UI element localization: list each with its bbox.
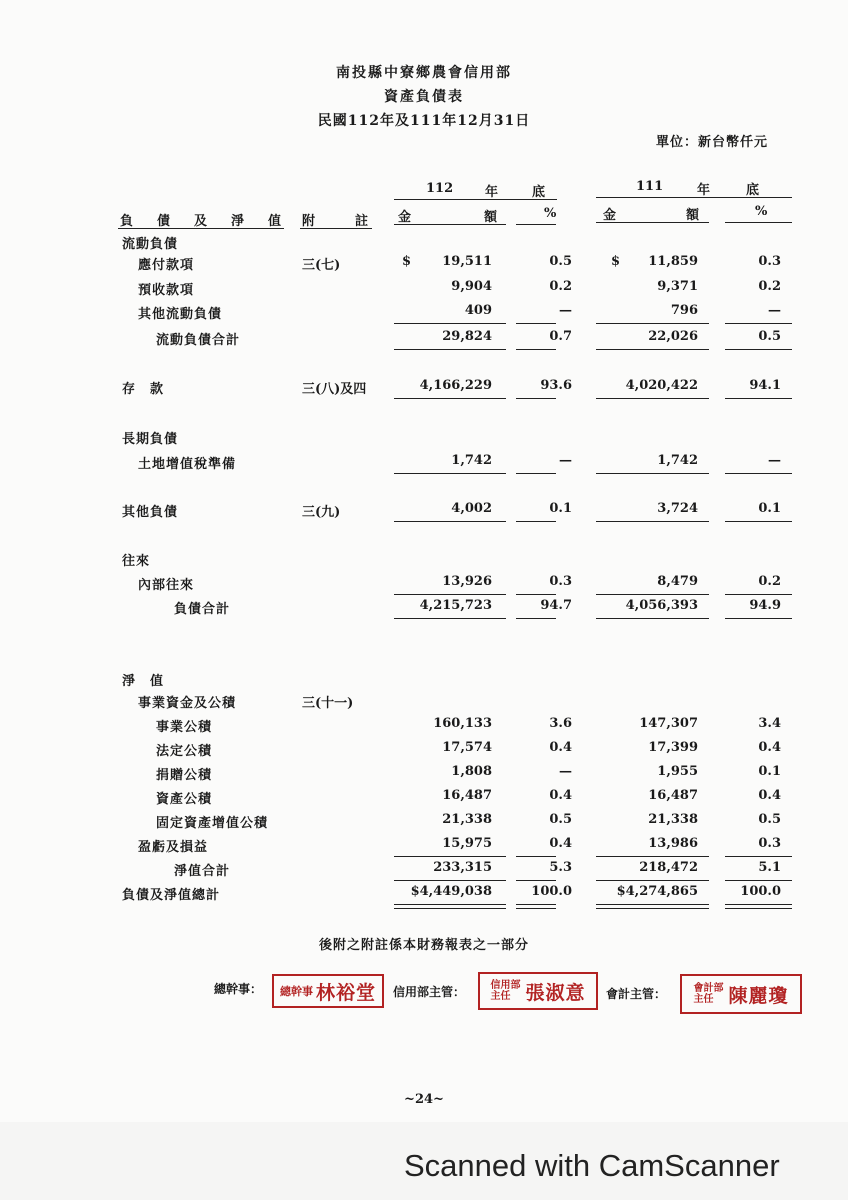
year-a-nian: 年	[485, 185, 499, 200]
row-label: 淨 值	[122, 674, 165, 689]
subtotal-rule	[516, 349, 556, 350]
amount-111: 13,986	[648, 836, 698, 851]
total-double-rule	[394, 904, 506, 909]
pct-112: 5.3	[549, 860, 572, 875]
amount-112: 21,338	[442, 812, 492, 827]
row-label: 往來	[122, 554, 151, 569]
row-label: 土地增值稅準備	[138, 457, 237, 472]
item-h-1: 負	[120, 214, 134, 229]
statement-period: 民國112年及111年12月31日	[317, 113, 531, 129]
subtotal-rule	[725, 323, 792, 324]
amount-111: 8,479	[657, 574, 698, 589]
subtotal-rule	[596, 473, 709, 474]
subtotal-rule	[394, 398, 506, 399]
pct-111: 0.2	[758, 574, 781, 589]
currency-symbol-a: $	[402, 254, 412, 269]
pct-112: 0.5	[549, 254, 572, 269]
item-header-rule	[118, 228, 284, 229]
amount-111: 21,338	[648, 812, 698, 827]
pct-111: 0.5	[758, 329, 781, 344]
year-a-num: 112	[426, 181, 454, 196]
pct-112: 0.3	[549, 574, 572, 589]
row-label: 長期負債	[122, 432, 179, 447]
subtotal-rule	[596, 618, 709, 619]
pct-111: 94.1	[749, 378, 781, 393]
year-b-rule	[596, 197, 792, 198]
amount-111: 11,859	[648, 254, 698, 269]
row-label: 事業公積	[156, 720, 213, 735]
amount-111: 218,472	[639, 860, 698, 875]
pct-111: 3.4	[758, 716, 781, 731]
row-label: 流動負債	[122, 237, 179, 252]
pct-111: 0.1	[758, 501, 781, 516]
row-note: 三(八)及四	[302, 382, 367, 397]
pct-111: 94.9	[749, 598, 781, 613]
row-label: 淨值合計	[174, 864, 231, 879]
row-label: 應付款項	[138, 258, 195, 273]
subtotal-rule	[394, 349, 506, 350]
year-b-nian: 年	[697, 183, 711, 198]
total-double-rule	[596, 904, 709, 909]
pct-111: 0.2	[758, 279, 781, 294]
amount-112: 13,926	[442, 574, 492, 589]
row-label: 內部往來	[138, 578, 195, 593]
item-h-3: 及	[194, 214, 208, 229]
pct-112: —	[559, 764, 572, 779]
pct-111: 0.4	[758, 740, 781, 755]
seal-2: 信用部主任 張淑意	[478, 972, 598, 1010]
pct-111: 100.0	[740, 884, 781, 899]
amount-111: 1,742	[657, 453, 698, 468]
row-label: 存 款	[122, 382, 165, 397]
pct-a-h: %	[544, 206, 557, 221]
pct-b-h: %	[755, 204, 768, 219]
amount-112: 160,133	[433, 716, 492, 731]
amount-a-h2: 額	[484, 210, 498, 225]
amount-112: 15,975	[442, 836, 492, 851]
subtotal-rule	[725, 349, 792, 350]
amount-111: 17,399	[648, 740, 698, 755]
subtotal-rule	[596, 880, 709, 881]
row-label: 捐贈公積	[156, 768, 213, 783]
subtotal-rule	[394, 473, 506, 474]
amount-112: 4,002	[451, 501, 492, 516]
subtotal-rule	[516, 473, 556, 474]
pct-112: 100.0	[531, 884, 572, 899]
subtotal-rule	[394, 618, 506, 619]
pct-111: 0.3	[758, 254, 781, 269]
subtotal-rule	[725, 856, 792, 857]
amount-111: 22,026	[648, 329, 698, 344]
subtotal-rule	[516, 594, 556, 595]
subtotal-rule	[394, 594, 506, 595]
pct-112: —	[559, 453, 572, 468]
footnote: 後附之附註係本財務報表之一部分	[318, 938, 529, 953]
amount-111: $4,274,865	[616, 884, 698, 899]
row-label: 其他流動負債	[138, 307, 223, 322]
subtotal-rule	[596, 521, 709, 522]
row-label: 流動負債合計	[156, 333, 241, 348]
subtotal-rule	[725, 398, 792, 399]
statement-title: 資產負債表	[384, 89, 464, 105]
pct-111: 0.4	[758, 788, 781, 803]
subtotal-rule	[394, 521, 506, 522]
pct-112: 0.2	[549, 279, 572, 294]
amount-111: 796	[670, 303, 698, 318]
year-a-rule	[394, 199, 557, 200]
row-label: 法定公積	[156, 744, 213, 759]
amount-b-h2: 額	[686, 208, 700, 223]
org-name: 南投縣中寮鄉農會信用部	[336, 65, 512, 81]
total-double-rule	[516, 904, 556, 909]
subtotal-rule	[596, 349, 709, 350]
subtotal-rule	[725, 880, 792, 881]
year-b-di: 底	[746, 183, 760, 198]
amount-112: 1,808	[451, 764, 492, 779]
camscanner-watermark: Scanned with CamScanner	[404, 1148, 780, 1183]
amount-111: 9,371	[657, 279, 698, 294]
item-h-4: 淨	[231, 214, 245, 229]
note-h-1: 附	[302, 214, 316, 229]
subtotal-rule	[725, 594, 792, 595]
subtotal-rule	[516, 521, 556, 522]
amount-112: 4,215,723	[419, 598, 492, 613]
pct-112: 0.5	[549, 812, 572, 827]
sig-role-1: 總幹事：	[214, 982, 263, 996]
subtotal-rule	[596, 323, 709, 324]
amount-111: 147,307	[639, 716, 698, 731]
amount-111: 4,020,422	[625, 378, 698, 393]
subtotal-rule	[394, 323, 506, 324]
amount-112: 19,511	[442, 254, 492, 269]
amount-112: 1,742	[451, 453, 492, 468]
subtotal-rule	[596, 856, 709, 857]
amount-112: 17,574	[442, 740, 492, 755]
amount-112: 9,904	[451, 279, 492, 294]
pct-111: 0.3	[758, 836, 781, 851]
amount-112: 409	[464, 303, 492, 318]
pct-112: 0.7	[549, 329, 572, 344]
row-label: 固定資產增值公積	[156, 816, 269, 831]
pct-111: 0.1	[758, 764, 781, 779]
row-label: 負債及淨值總計	[122, 888, 221, 903]
row-label: 預收款項	[138, 283, 195, 298]
sig-role-2: 信用部主管：	[393, 985, 466, 999]
amount-111: 4,056,393	[625, 598, 698, 613]
row-note: 三(七)	[302, 258, 341, 273]
subtotal-rule	[394, 880, 506, 881]
row-label: 其他負債	[122, 505, 179, 520]
amount-b-h1: 金	[603, 208, 617, 223]
subtotal-rule	[516, 323, 556, 324]
amount-b-rule	[596, 222, 709, 223]
amount-112: 16,487	[442, 788, 492, 803]
year-a-di: 底	[532, 185, 546, 200]
row-label: 負債合計	[174, 602, 231, 617]
pct-112: —	[559, 303, 572, 318]
pct-112: 94.7	[540, 598, 572, 613]
row-note: 三(十一)	[302, 696, 354, 711]
item-h-5: 值	[268, 214, 282, 229]
sig-role-3: 會計主管：	[606, 987, 667, 1001]
pct-a-rule	[516, 224, 556, 225]
amount-a-rule	[394, 224, 506, 225]
pct-b-rule	[725, 222, 792, 223]
pct-112: 93.6	[540, 378, 572, 393]
item-h-2: 債	[157, 214, 171, 229]
pct-112: 0.4	[549, 836, 572, 851]
pct-111: —	[768, 453, 781, 468]
page-number: ~24~	[404, 1092, 444, 1107]
amount-111: 3,724	[657, 501, 698, 516]
amount-a-h1: 金	[398, 210, 412, 225]
subtotal-rule	[516, 856, 556, 857]
amount-112: $4,449,038	[410, 884, 492, 899]
pct-112: 0.4	[549, 740, 572, 755]
amount-112: 233,315	[433, 860, 492, 875]
row-label: 盈虧及損益	[138, 840, 209, 855]
subtotal-rule	[725, 473, 792, 474]
currency-symbol-b: $	[611, 254, 621, 269]
pct-111: 0.5	[758, 812, 781, 827]
amount-111: 16,487	[648, 788, 698, 803]
pct-112: 0.1	[549, 501, 572, 516]
pct-111: 5.1	[758, 860, 781, 875]
unit-label: 單位：新台幣仟元	[656, 135, 769, 150]
subtotal-rule	[596, 594, 709, 595]
subtotal-rule	[516, 618, 556, 619]
row-label: 資產公積	[156, 792, 213, 807]
pct-112: 0.4	[549, 788, 572, 803]
row-note: 三(九)	[302, 505, 341, 520]
pct-111: —	[768, 303, 781, 318]
note-header-rule	[300, 228, 372, 229]
subtotal-rule	[516, 398, 556, 399]
subtotal-rule	[394, 856, 506, 857]
subtotal-rule	[725, 521, 792, 522]
total-double-rule	[725, 904, 792, 909]
note-h-2: 註	[355, 214, 369, 229]
row-label: 事業資金及公積	[138, 696, 237, 711]
seal-1: 總幹事 林裕堂	[272, 974, 384, 1008]
seal-3: 會計部主任 陳麗瓊	[680, 974, 802, 1014]
amount-112: 4,166,229	[419, 378, 492, 393]
year-b-num: 111	[636, 179, 664, 194]
subtotal-rule	[516, 880, 556, 881]
amount-112: 29,824	[442, 329, 492, 344]
amount-111: 1,955	[657, 764, 698, 779]
subtotal-rule	[725, 618, 792, 619]
subtotal-rule	[596, 398, 709, 399]
pct-112: 3.6	[549, 716, 572, 731]
